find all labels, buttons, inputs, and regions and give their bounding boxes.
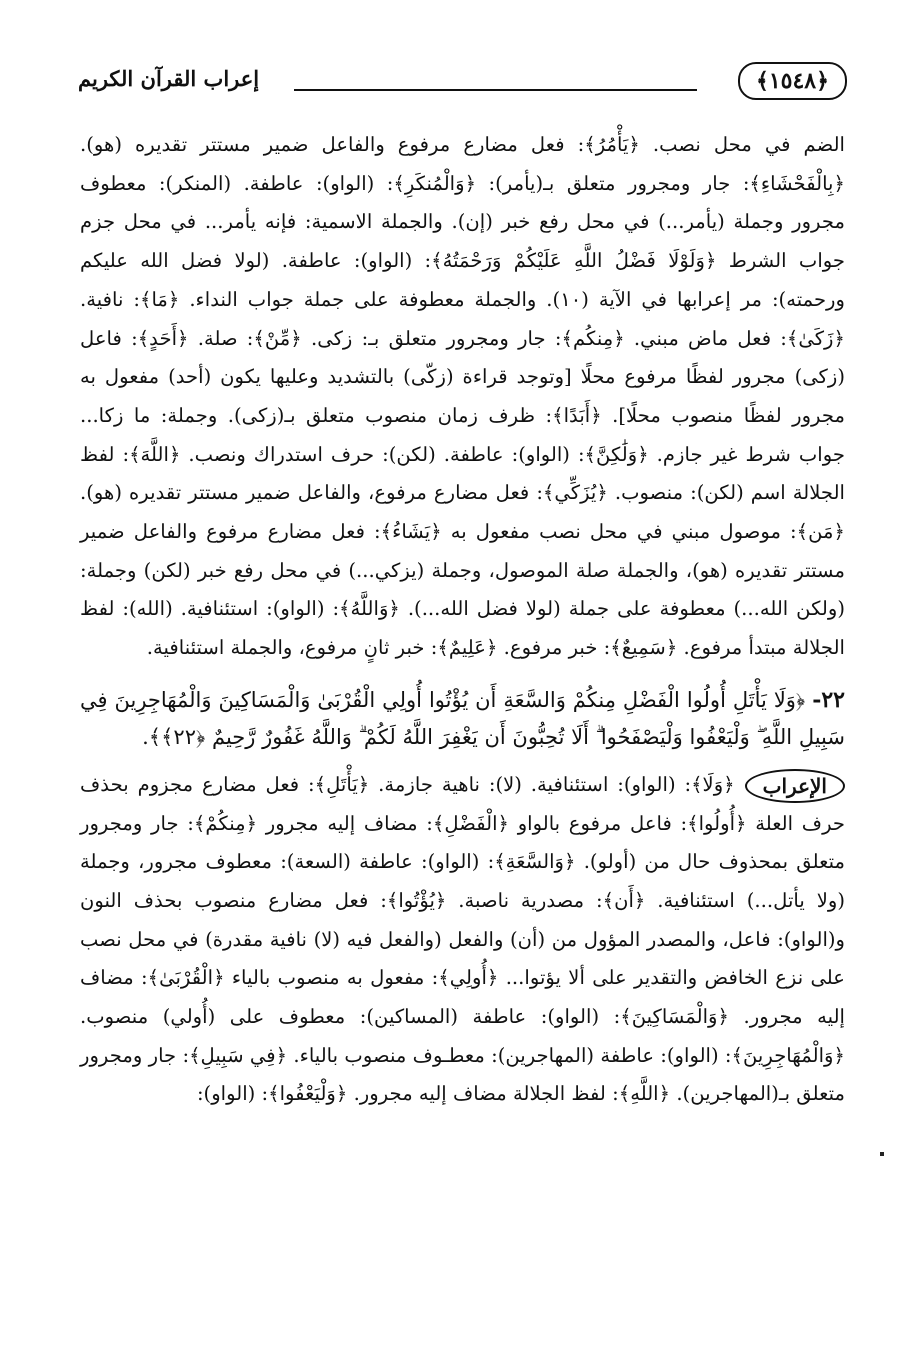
verse-text: ﴿وَلَا يَأْتَلِ أُولُوا الْفَضْلِ مِنكُمْ وَالسَّعَةِ أَن يُؤْتُوا أُولِي الْقُرْبَىٰ وَالْمَسَاكِينَ وَالْمُهَاجِرِينَ فِي سَبِيلِ اللَّهِ ۖ وَلْيَعْفُوا وَلْيَصْفَحُوا ۗ أَلَا تُحِبُّونَ أَن يَغْفِرَ اللَّهُ لَكُمْ ۗ وَاللَّهُ غَفُورٌ رَّحِيمٌ ﴿٢٢﴾﴾. xyxy=(80,687,845,749)
quran-verse xyxy=(80,682,845,756)
page-number: ﴿١٥٤٨﴾ xyxy=(738,62,847,100)
irab-label: الإعراب xyxy=(745,769,845,803)
page-header xyxy=(78,58,847,104)
page-speck xyxy=(880,1152,884,1156)
header-rule xyxy=(294,89,697,91)
book-title: إعراب القرآن الكريم xyxy=(78,66,260,91)
irab-paragraph xyxy=(80,766,845,1114)
page-body xyxy=(80,126,845,1114)
commentary-paragraph: الضم في محل نصب. ﴿يَأْمُرُ﴾: فعل مضارع مرفوع والفاعل ضمير مستتر تقديره (هو). ﴿بِالْفَحْشَاءِ﴾: جار ومجرور متعلق بـ(يأمر): ﴿وَالْمُنكَرِ﴾: (الواو): عاطفة. (المنكر): معطوف مجرور وجملة (يأمر...) في محل رفع خبر (إن). والجملة الاسمية: فإنه يأمر... في محل جزم جواب الشرط ﴿وَلَوْلَا فَضْلُ اللَّهِ عَلَيْكُمْ وَرَحْمَتُهُ﴾: (الواو): عاطفة. (لولا فضل الله عليكم ورحمته): مر إعرابها في الآية (١٠). والجملة معطوفة على جملة جواب النداء. ﴿مَا﴾: نافية. ﴿زَكَىٰ﴾: فعل ماض مبني. ﴿مِنكُم﴾: جار ومجرور متعلق بـ: زكى. ﴿مِّنْ﴾: صلة. ﴿أَحَدٍ﴾: فاعل (زكى) مجرور لفظًا مرفوع محلًا [وتوجد قراءة (زكّى) بالتشديد وعليها يكون (أحد) مفعول به مجرور لفظًا منصوب محلًا]. ﴿أَبَدًا﴾: ظرف زمان منصوب متعلق بـ(زكى). وجملة: ما زكا... جواب شرط غير جازم. ﴿وَلَٰكِنَّ﴾: (الواو): عاطفة. (لكن): حرف استدراك ونصب. ﴿اللَّهَ﴾: لفظ الجلالة اسم (لكن): منصوب. ﴿يُزَكِّي﴾: فعل مضارع مرفوع، والفاعل ضمير مستتر تقديره (هو). ﴿مَن﴾: موصول مبني في محل نصب مفعول به ﴿يَشَاءُ﴾: فعل مضارع مرفوع والفاعل ضمير مستتر تقديره (هو)، والجملة صلة الموصول، وجملة (يزكي...) في محل رفع خبر (لكن) وجملة: (ولكن الله...) معطوفة على جملة (لولا فضل الله...). ﴿وَاللَّهُ﴾: (الواو): استئنافية. (الله): لفظ الجلالة مبتدأ مرفوع. ﴿سَمِيعٌ﴾: خبر مرفوع. ﴿عَلِيمٌ﴾: خبر ثانٍ مرفوع، والجملة استئنافية. xyxy=(80,133,845,660)
verse-number: ٢٢- xyxy=(812,686,845,713)
irab-text: ﴿وَلَا﴾: (الواو): استئنافية. (لا): ناهية جازمة. ﴿يَأْتَلِ﴾: فعل مضارع مجزوم بحذف حرف العلة ﴿أُولُوا﴾: فاعل مرفوع بالواو ﴿الْفَضْلِ﴾: مضاف إليه مجرور ﴿مِنكُمْ﴾: جار ومجرور متعلق بمحذوف حال من (أولو). ﴿وَالسَّعَةِ﴾: (الواو): عاطفة (السعة): معطوف مجرور، وجملة (ولا يأتل...) استئنافية. ﴿أَن﴾: مصدرية ناصبة. ﴿يُؤْتُوا﴾: فعل مضارع منصوب بحذف النون و(الواو): فاعل، والمصدر المؤول من (أن) والفعل (والفعل فيه (لا) نافية مقدرة) في محل نصب على نزع الخافض والتقدير على ألا يؤتوا... ﴿أُولِي﴾: مفعول به منصوب بالياء ﴿الْقُرْبَىٰ﴾: مضاف إليه مجرور. ﴿وَالْمَسَاكِينَ﴾: (الواو): عاطفة (المساكين): معطوف على (أُولي) منصوب. ﴿وَالْمُهَاجِرِينَ﴾: (الواو): عاطفة (المهاجرين): معطـوف منصوب بالياء. ﴿فِي سَبِيلِ﴾: جار ومجرور متعلق بـ(المهاجرين). ﴿اللَّهِ﴾: لفظ الجلالة مضاف إليه مجرور. ﴿وَلْيَعْفُوا﴾: (الواو): xyxy=(80,772,845,1106)
